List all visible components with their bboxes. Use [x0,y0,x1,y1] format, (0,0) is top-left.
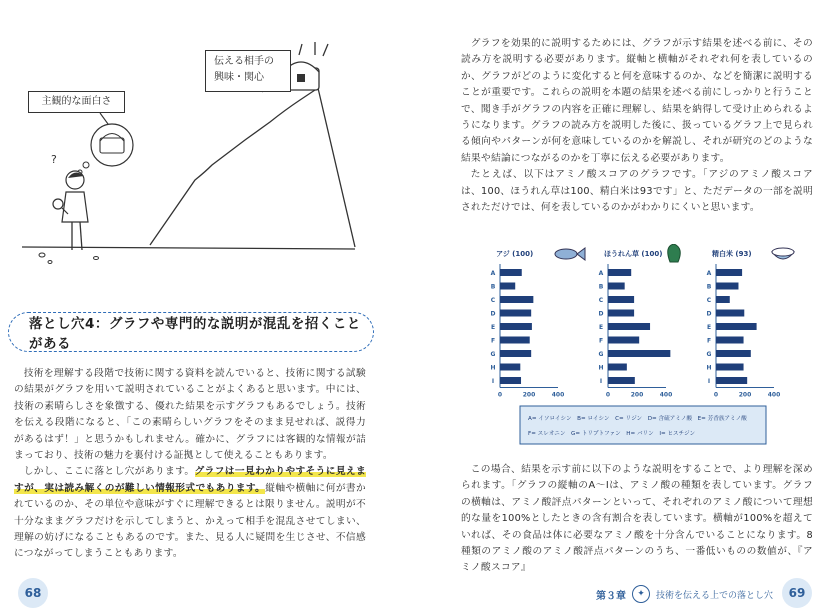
x-tick-label: 400 [659,391,673,399]
x-tick-label: 200 [522,391,536,399]
chapter-number: 第３章 [596,590,626,602]
x-tick-label: 0 [605,391,611,399]
callout-text-line1: 伝える相手の [214,56,274,67]
callout-subjective-interest [28,91,125,113]
svg-text:?: ? [51,153,57,166]
bar [608,283,625,290]
category-label: D [490,310,496,318]
bar [500,377,521,384]
paragraph [14,464,366,562]
category-label: A [490,270,496,277]
paragraph: グラフを効果的に説明するためには、グラフが示す結果を述べる前に、その読み方を説明する必要があります。縦軸と横軸がそれぞれ何を表しているのか、グラフがどのように変化すると何を意味するのか、などを簡潔に説明することが重要です。これらの説明を本題の結果を述べる前にしっかりと行うことで、聞き手がグラフの内容を正確に理解し、結果を納得して受け止められるようになります。グラフの読み方を説明した後に、扱っているグラフ上で見られる傾向やパターンが何を意味しているのかを解説し、それが研究のどのような結果や結論につながるのかを丁寧に伝える必要があります。 [461,38,813,164]
amino-acid-score-figure [486,244,796,449]
chapter-title: 技術を伝える上での落とし穴 [656,590,774,601]
x-tick-label: 400 [551,391,565,399]
category-label: D [706,310,712,318]
category-label: H [490,364,496,372]
category-label: I [599,378,603,385]
bar [716,296,730,303]
category-label: D [598,310,604,318]
category-label: G [706,351,712,358]
chapter-footer [596,585,786,603]
spinach-icon [668,244,681,262]
illustration [0,0,412,290]
category-label: F [490,337,496,345]
bar [500,269,522,276]
rice-icon [772,248,794,256]
legend-line: A= イソロイシン B= ロイシン C= リジン D= 含硫アミノ酸 E= 芳香族アミノ酸 [528,416,747,422]
callout-text-line2: 興味・関心 [214,72,264,83]
bar [716,310,744,317]
bar [500,310,531,317]
bar [716,350,751,357]
bar [608,350,670,357]
category-label: H [598,364,604,372]
category-label: E [706,324,712,331]
legend-line: F= スレオニン G= トリプトファン H= バリン I= ヒスチジン [528,431,696,437]
bar [716,364,744,371]
legend-box [520,406,766,444]
chart-title: 精白米 (93) [712,250,752,258]
category-label: A [598,270,604,277]
bar [500,323,532,330]
paragraph-text: しかし、ここに落とし穴があります。 [23,466,195,478]
category-label: I [491,378,495,385]
bar [716,323,757,330]
x-tick-label: 0 [497,391,503,399]
right-body-text-top [461,36,813,216]
category-label: E [490,324,496,331]
x-tick-label: 200 [738,391,752,399]
section-heading [8,312,374,352]
highlighted-text: グラフは一見わかりやすそうに見えますが、実は読み解くのが難しい情報形式でもあります。 [14,466,366,494]
category-label: C [598,297,604,304]
bar [500,283,515,290]
bar [608,323,650,330]
bar [716,283,738,290]
category-label: F [598,337,604,345]
x-tick-label: 400 [767,391,781,399]
chapter-icon: ✦ [632,585,650,603]
bar [500,364,520,371]
category-label: E [598,324,604,331]
fish-icon [555,249,577,259]
bar [608,269,631,276]
paragraph: 技術を理解する段階で技術に関する資料を読んでいると、技術に関する試験の結果がグラフを用いて説明されていることがよくあると思います。中には、技術の素晴らしさを象徴する、優れた結果を示すグラフもあるでしょう。技術を伝える段階になると、「この素晴らしいグラフをそのまま見せれば、説得力があるはず！」と思うかもしれません。確かに、グラフには客観的な情報が詰まっており、技術の魅力を裏付ける証拠として使えることもあります。 [14,368,366,462]
fish-tail-icon [577,248,585,260]
category-label: B [490,283,496,291]
bar [500,350,531,357]
page-number: 68 [18,578,48,608]
callout-text: 主観的な面白さ [41,96,112,107]
category-label: G [490,351,496,358]
x-tick-label: 200 [630,391,644,399]
bar [608,296,634,303]
category-label: B [706,283,712,291]
category-label: G [598,351,604,358]
category-label: H [706,364,712,372]
amino-acid-charts [486,244,796,449]
bar [608,364,627,371]
chart-title: アジ (100) [496,250,534,258]
page-number: 69 [782,578,812,608]
thinking-person-illustration [0,0,412,290]
x-tick-label: 0 [713,391,719,399]
bar [716,377,747,384]
bar [608,310,634,317]
chart-title: ほうれん草 (100) [604,250,663,258]
bar [716,269,742,276]
section-heading-text: 落とし穴4：グラフや専門的な説明が混乱を招くことがある [29,316,361,352]
callout-audience-interest [205,50,291,92]
paragraph: この場合、結果を示す前に以下のような説明をすることで、より理解を深められます。「グラフの縦軸のA～Iは、アミノ酸の種類を表しています。グラフの横軸は、アミノ酸評点パターンといって、それぞれのアミノ酸について理想的な量を100%としたときの含有割合を表しています。横軸が100%を超えていれば、その食品は体に必要なアミノ酸を十分含んでいることになります。8種類のアミノ酸のアミノ酸評点パターンのうち、一番低いものの数値が、『アミノ酸スコア』 [461,464,813,574]
category-label: B [598,283,604,291]
paragraph: たとえば、以下はアミノ酸スコアのグラフです。「アジのアミノ酸スコアは、100、ほうれん草は100、精白米は93です」と、ただデータの一部を説明されただけでは、何を表しているのかがわかりにくいと思います。 [461,169,813,214]
bar [716,337,744,344]
category-label: F [706,337,712,345]
right-body-text-bottom [461,462,813,577]
category-label: A [706,270,712,277]
bar [500,337,530,344]
left-body-text [14,366,366,563]
right-page [412,0,824,613]
paragraph-text: 縦軸や横軸に何が書かれているのか、その単位や意味がすぐに理解できるとは限りません。説明が不十分なままグラフだけを示してしまうと、かえって相手を混乱させてしまい、理解の妨げになることもあるのです。また、見る人に疑問を生じさせ、不信感につながってしまうこともあります。 [14,482,366,560]
category-label: I [707,378,711,385]
bar [608,337,639,344]
bar [608,377,635,384]
category-label: C [490,297,496,304]
category-label: C [706,297,712,304]
bar [500,296,533,303]
